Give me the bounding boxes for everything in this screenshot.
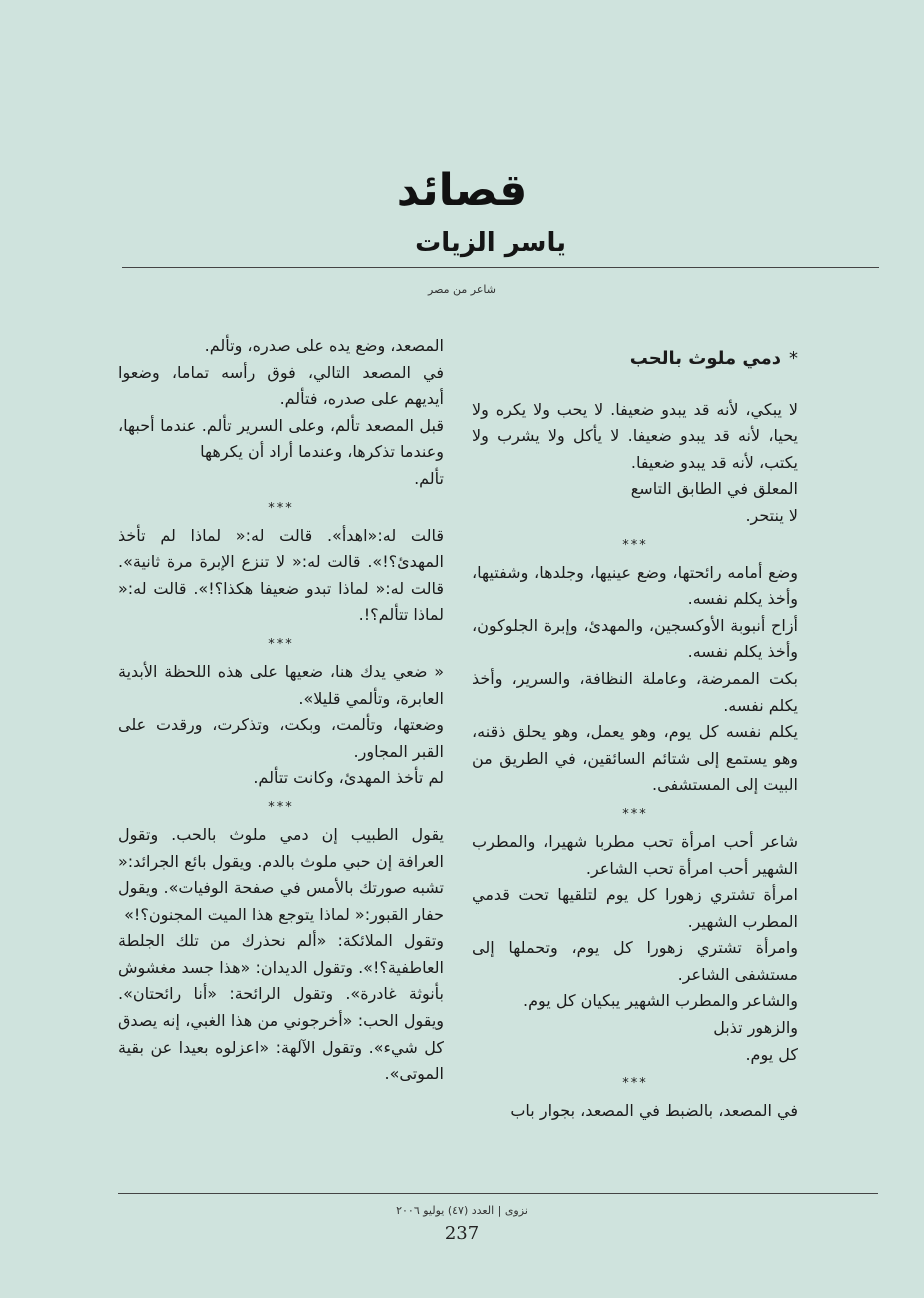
poem-line: لم تأخذ المهدئ، وكانت تتألم. <box>253 768 444 788</box>
poem-line: « ضعي يدك هنا، ضعيها على هذه اللحظة الأبدية العابرة، وتألمي قليلا». <box>118 661 444 708</box>
stanza-separator: *** <box>268 799 294 815</box>
poem-line: وضعتها، وتألمت، وبكت، وتذكرت، ورقدت على القبر المجاور. <box>118 715 444 761</box>
stanza <box>118 333 444 493</box>
section-title: قصائد <box>396 165 528 216</box>
stanza-separator: *** <box>268 500 294 516</box>
author-name: ياسر الزيات <box>415 228 566 258</box>
poem-line: قالت له:«اهدأ». قالت له:« لماذا لم تأخذ المهدئ؟!». قالت له:« لا تنزع الإبرة مرة ثانية». قالت له:« لماذا تبدو ضعيفا هكذا؟!». قالت له:« لماذا تتألم؟!. <box>118 525 444 625</box>
journal-footer: نزوى | العدد (٤٧) يوليو ٢٠٠٦ <box>396 1204 528 1217</box>
poem-line: كل يوم. <box>745 1044 798 1064</box>
page-number: 237 <box>444 1223 480 1244</box>
stanza <box>472 397 798 530</box>
left-stanzas <box>118 333 444 1088</box>
poem-line: والشاعر والمطرب الشهير يبكيان كل يوم. <box>523 991 798 1011</box>
poem-line: يكلم نفسه كل يوم، وهو يعمل، وهو يحلق ذقنه، وهو يستمع إلى شتائم السائقين، في الطريق من البيت إلى المستشفى. <box>472 722 798 795</box>
header-divider <box>122 267 879 268</box>
right-stanzas <box>472 397 798 1125</box>
poem-line: في المصعد التالي، فوق رأسه تماما، وضعوا أيديهم على صدره، فتألم. <box>118 362 444 409</box>
stanza <box>472 560 798 799</box>
left-column <box>118 333 444 1088</box>
right-column <box>472 340 798 1125</box>
stanza <box>118 523 444 629</box>
poem-line: يقول الطبيب إن دمي ملوث بالحب. وتقول العرافة إن حبي ملوث بالدم. ويقول بائع الجرائد:« تشبه صورتك بالأمس في صفحة الوفيات». ويقول حفار القبور:« لماذا يتوجع هذا الميت المجنون؟!» <box>118 824 444 924</box>
poem-line: شاعر أحب امرأة تحب مطربا شهيرا، والمطرب الشهير أحب امرأة تحب الشاعر. <box>472 831 798 878</box>
poem-line: تألم. <box>414 468 444 488</box>
poem-line: المعلق في الطابق التاسع <box>630 479 798 499</box>
poem-line: أزاح أنبوبة الأوكسجين، والمهدئ، وإبرة الجلوكون، وأخذ يكلم نفسه. <box>472 615 798 662</box>
stanza <box>472 829 798 1068</box>
stanza <box>472 1098 798 1125</box>
author-note: شاعر من مصر <box>428 283 496 296</box>
poem-line: وتقول الملائكة: «ألم نحذرك من تلك الجلطة العاطفية؟!». وتقول الديدان: «هذا جسد مغشوش بأنوثة غادرة». وتقول الرائحة: «أنا رائحتان». ويقول الحب: «أخرجوني من هذا الغبي، إنه يصدق كل شيء». وتقول الآلهة: «اعزلوه بعيدا عن بقية الموتى». <box>118 931 444 1084</box>
stanza <box>118 659 444 792</box>
poem-line: في المصعد، بالضبط في المصعد، بجوار باب <box>510 1101 798 1121</box>
poem-line: المصعد، وضع يده على صدره، وتألم. <box>204 336 444 355</box>
stanza-separator: *** <box>622 1076 648 1092</box>
poem-line: لا ينتحر. <box>745 505 798 525</box>
poem-line: والزهور تذبل <box>713 1018 798 1038</box>
stanza <box>118 822 444 1088</box>
stanza-separator: *** <box>622 537 648 553</box>
poem-line: وضع أمامه رائحتها، وضع عينيها، وجلدها، وشفتيها، وأخذ يكلم نفسه. <box>472 562 798 609</box>
poem-line: امرأة تشتري زهورا كل يوم لتلقيها تحت قدمي المطرب الشهير. <box>472 885 798 931</box>
stanza-separator: *** <box>268 636 294 652</box>
poem-line: بكت الممرضة، وعاملة النظافة، والسرير، وأخذ يكلم نفسه. <box>472 668 798 715</box>
star-marker: * <box>789 348 798 369</box>
poem-line: لا يبكي، لأنه قد يبدو ضعيفا. لا يحب ولا يكره ولا يحيا، لأنه قد يبدو ضعيفا. لا يأكل ولا يشرب ولا يكتب، لأنه قد يبدو ضعيفا. <box>472 399 798 472</box>
poem-line: قبل المصعد تألم، وعلى السرير تألم. عندما أحبها، وعندما تذكرها، وعندما أراد أن يكرهها <box>118 415 444 462</box>
poem-title <box>472 346 798 373</box>
poem-line: وامرأة تشتري زهورا كل يوم، وتحملها إلى مستشفى الشاعر. <box>472 938 798 984</box>
poem-title-text: دمي ملوث بالحب <box>629 348 781 369</box>
stanza-separator: *** <box>622 806 648 822</box>
footer-divider <box>118 1193 878 1194</box>
